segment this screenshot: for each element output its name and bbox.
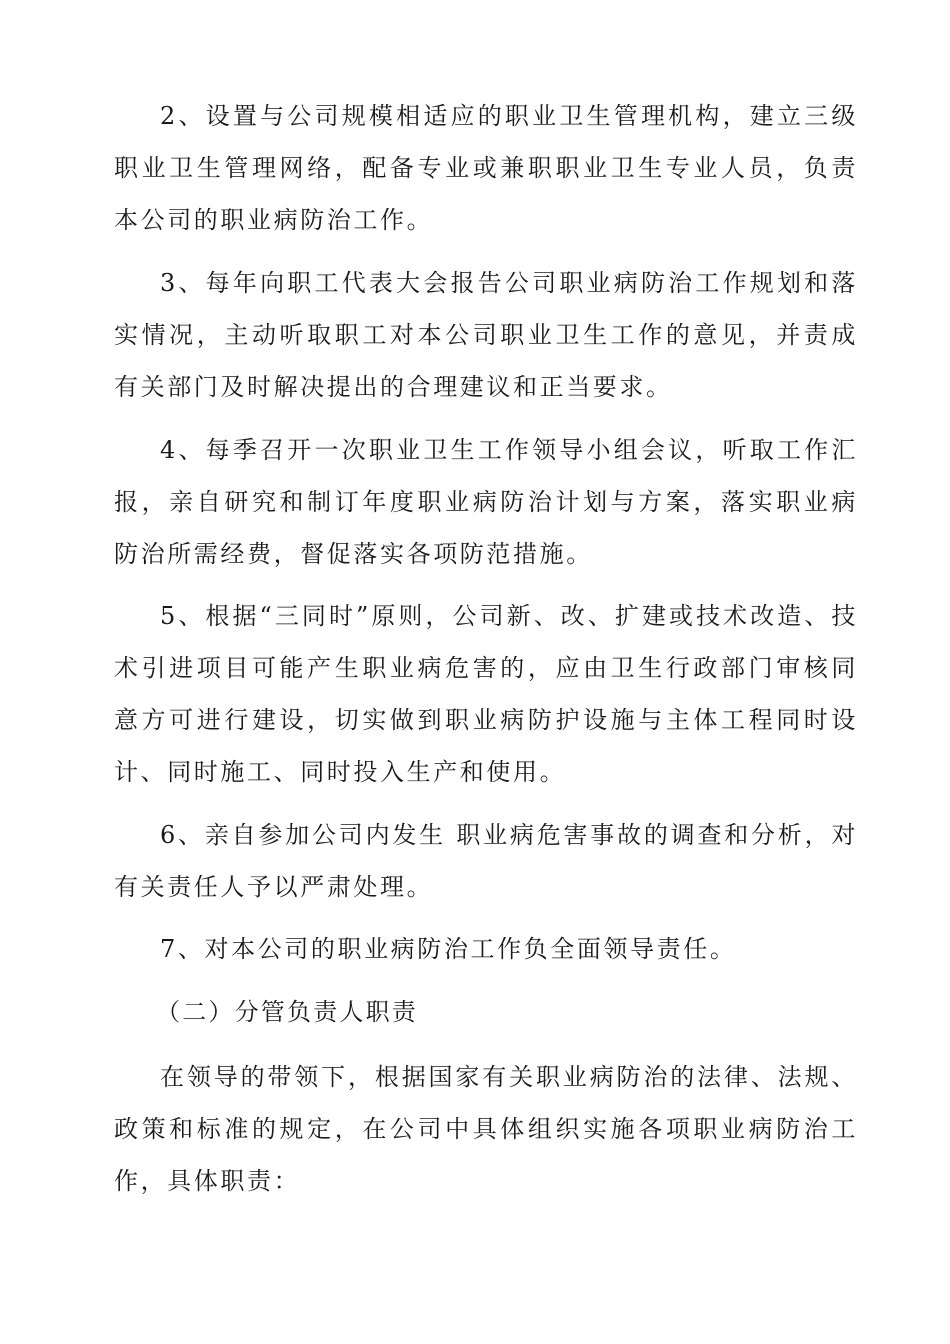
paragraph-item-6: 6、亲自参加公司内发生 职业病危害事故的调查和分析，对有关责任人予以严肃处理。 [114, 821, 858, 901]
paragraph-deputy-intro: 在领导的带领下，根据国家有关职业病防治的法律、法规、政策和标准的规定，在公司中具体组织实施各项职业病防治工作，具体职责： [114, 1063, 858, 1195]
section-heading-deputy-duties: （二）分管负责人职责 [156, 998, 418, 1026]
paragraph-item-2: 2、设置与公司规模相适应的职业卫生管理机构，建立三级职业卫生管理网络，配备专业或兼职职业卫生专业人员，负责本公司的职业病防治工作。 [114, 102, 858, 234]
paragraph-item-7: 7、对本公司的职业病防治工作负全面领导责任。 [160, 935, 737, 963]
paragraph-item-5: 5、根据“三同时”原则，公司新、改、扩建或技术改造、技术引进项目可能产生职业病危害的，应由卫生行政部门审核同意方可进行建设，切实做到职业病防护设施与主体工程同时设计、同时施工、同时投入生产和使用。 [114, 602, 858, 786]
paragraph-item-4: 4、每季召开一次职业卫生工作领导小组会议，听取工作汇报，亲自研究和制订年度职业病防治计划与方案，落实职业病防治所需经费，督促落实各项防范措施。 [114, 436, 858, 568]
paragraph-item-3: 3、每年向职工代表大会报告公司职业病防治工作规划和落实情况，主动听取职工对本公司职业卫生工作的意见，并责成有关部门及时解决提出的合理建议和正当要求。 [114, 269, 858, 401]
